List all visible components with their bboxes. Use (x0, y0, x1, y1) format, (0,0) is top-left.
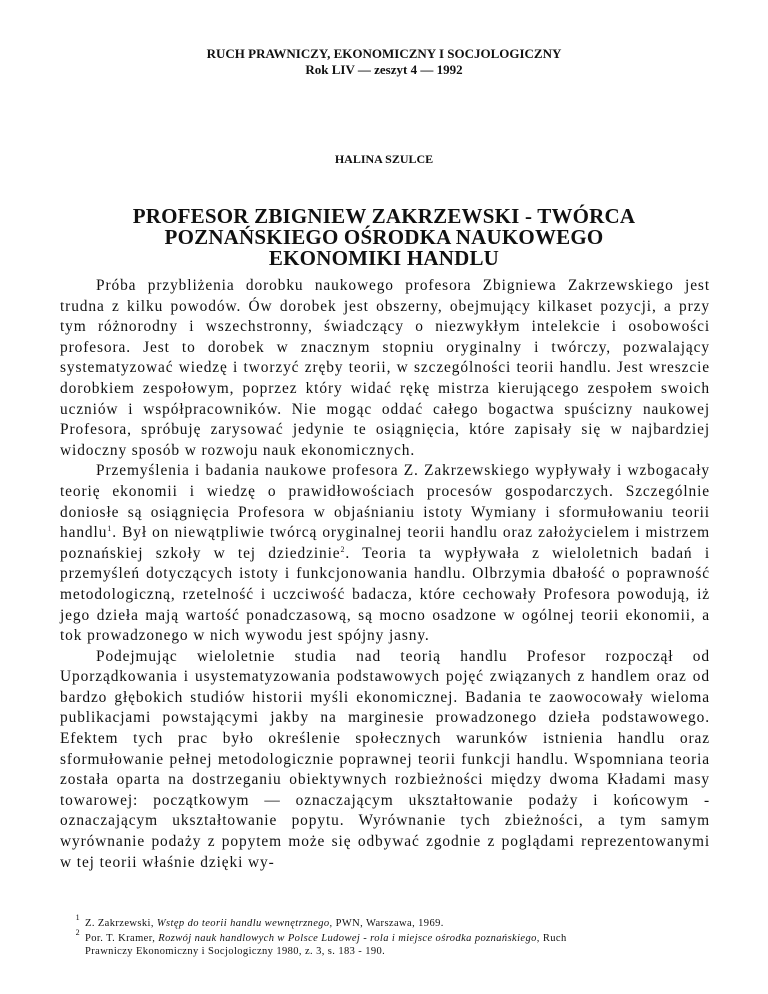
footnote-1 (60, 913, 710, 931)
footnotes (60, 913, 710, 960)
article-body (60, 276, 710, 873)
footnote-1-number: 1 (75, 913, 80, 922)
footnote-2 (60, 927, 710, 959)
footnote-2-line-2: Prawniczy Ekonomiczny i Socjologiczny 1980, z. 3, s. 183 - 190. (85, 946, 386, 957)
footnote-ref-1[interactable]: 1 (107, 524, 113, 534)
footnote-1-author: Z. Zakrzewski, (85, 918, 154, 929)
footnote-1-title: Wstęp do teorii handlu wewnętrznego, (156, 918, 333, 929)
title-line-1: PROFESOR ZBIGNIEW ZAKRZEWSKI - TWÓRCA (132, 204, 636, 228)
paragraph-2-part-b: . Był on niewątpliwie twórcą oryginalnej teorii handlu oraz założycielem i mistrzem poznańskiej szkoły w tej dziedzinie (60, 524, 710, 562)
footnote-2-rest: Ruch (542, 932, 567, 944)
footnote-ref-2[interactable]: 2 (340, 544, 346, 554)
title-line-2: POZNAŃSKIEGO OŚRODKA NAUKOWEGO (164, 225, 604, 249)
journal-title: RUCH PRAWNICZY, EKONOMICZNY I SOCJOLOGICZNY (206, 46, 562, 61)
issue-info: Rok LIV — zeszyt 4 — 1992 (305, 62, 463, 77)
article-title (0, 206, 768, 269)
paragraph-2-part-c: . Teoria ta wypływała z wieloletnich badań i przemyśleń dotyczących istoty i funkcjonowania handlu. Olbrzymia dbałość o poprawność metodologiczną, rzetelność i uczciwość badacza, które cechowały Profesora powodują, iż jego dzieła mają wartość ponadczasową, są mocno osadzone w ogólnej teorii ekonomii, a tok prowadzonego w nich wywodu jest spójny jasny. (60, 544, 710, 645)
paragraph-2-part-a: Przemyślenia i badania naukowe profesora Z. Zakrzewskiego wypływały i wzbogacały teorię ekonomii i wiedzę o prawidłowościach procesów gospodarczych. Szczególnie doniosłe są osiągnięcia Profesora w objaśnianiu istoty Wymiany i sformułowaniu teorii handlu (60, 462, 710, 542)
footnote-2-author: Por. T. Kramer, (85, 932, 156, 944)
footnote-2-number: 2 (75, 927, 80, 937)
journal-header (0, 46, 768, 78)
title-line-3: EKONOMIKI HANDLU (268, 246, 500, 270)
paragraph-2 (60, 461, 710, 646)
footnote-2-title: Rozwój nauk handlowych w Polsce Ludowej - rola i miejsce ośrodka poznańskiego, (158, 932, 540, 944)
author-name: HALINA SZULCE (334, 152, 434, 166)
paragraph-1: Próba przybliżenia dorobku naukowego profesora Zbigniewa Zakrzewskiego jest trudna z kilku powodów. Ów dorobek jest obszerny, obejmujący kilkaset pozycji, a przy tym różnorodny i wszechstronny, świadczący o niezwykłym intelekcie i osobowości profesora. Jest to dorobek w znacznym stopniu oryginalny i twórczy, pozwalający systematyzować wiedzę i tworzyć zręby teorii, w szczególności teorii handlu. Jest wreszcie dorobkiem zespołowym, poprzez który widać rękę mistrza kierującego zespołem swoich uczniów i współpracowników. Nie mogąc oddać całego bogactwa spuścizny naukowej Profesora, spróbuję zarysować jedynie te osiągnięcia, które zapisały się w najbardziej widoczny sposób w rozwoju nauk ekonomicznych. (60, 277, 710, 459)
footnote-1-rest: PWN, Warszawa, 1969. (335, 918, 444, 929)
paragraph-3: Podejmując wieloletnie studia nad teorią handlu Profesor rozpoczął od Uporządkowania i usystematyzowania podstawowych pojęć związanych z handlem oraz od bardzo głębokich studiów historii myśli ekonomicznej. Badania te zaowocowały wieloma publikacjami powstającymi jakby na marginesie prowadzonego dzieła podstawowego. Efektem tych prac było określenie społecznych warunków istnienia handlu oraz sformułowanie pełnej metodologicznie poprawnej teorii funkcji handlu. Wspomniana teoria została oparta na dostrzeganiu obiektywnych rozbieżności między dwoma Kładami masy towarowej: początkowym — oznaczającym ukształtowanie podaży i końcowym - oznaczającym ukształtowanie popytu. Wyrównanie tych zbieżności, a tym samym wyrównanie podaży z popytem może się odbywać zgodnie z poglądami reprezentowanymi w tej teorii właśnie dzięki wy- (60, 647, 710, 871)
